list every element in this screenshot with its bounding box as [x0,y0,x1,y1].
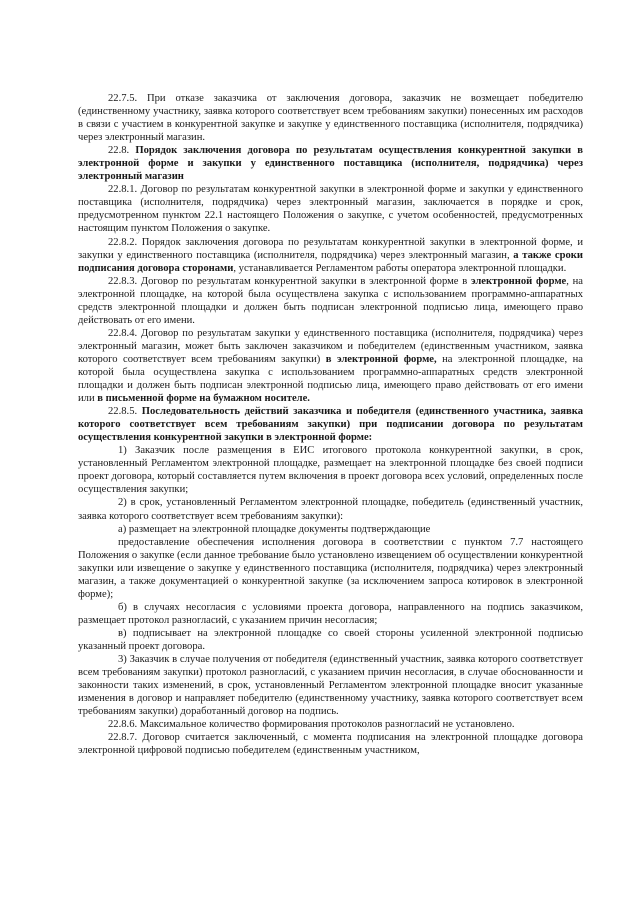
paragraph-22-8-2 [78,236,583,275]
paragraph-22-8-3 [78,275,583,327]
section-title: Порядок заключения договора по результатам осуществления конкурентной закупки в электронной форме и закупки у единственного поставщика (исполнителя, подрядчика) через электронный магазин [78,145,583,183]
text-segment: , устанавливается Регламентом работы оператора электронной площадки. [233,262,567,274]
list-item-2a [78,523,583,536]
text-segment: б) в случаях несогласия с условиями проекта договора, направленного на подпись заказчиком, размещает протокол разногласий, с указанием причин несогласия; [78,601,583,626]
text-segment: 22.8.7. Договор считается заключенный, с момента подписания на электронной площадке договора электронной цифровой подписью победителем (единственным участником, [78,732,583,757]
paragraph-22-8-5 [78,405,583,444]
paragraph-22-8-4 [78,327,583,405]
text-segment: 1) Заказчик после размещения в ЕИС итогового протокола конкурентной закупки, в срок, установленный Регламентом электронной площадке, размещает на электронной площадке без своей подписи проект договора, который составляется путем включения в проект договора всех условий, определенных после осуществления закупки; [78,445,583,496]
paragraph-22-8-1 [78,183,583,235]
text-segment: 22.8.3. Договор по результатам конкурентной закупки в электронной форме в [108,275,471,287]
list-item-1 [78,444,583,496]
list-item-2v [78,627,583,653]
paragraph-22-7-5 [78,92,583,144]
text-segment: 22.8.5. [108,406,142,418]
paragraph-22-8-7 [78,731,583,757]
bold-segment: в письменной форме на бумажном носителе. [97,393,310,405]
list-item-2 [78,496,583,522]
text-segment: 22.8.2. Порядок заключения договора по результатам конкурентной закупки в электронной форме, и закупки у единственного поставщика (исполнителя, подрядчика) через электронный магазин, [78,236,583,261]
text-segment: , на электронной площадке, на которой была осуществлена закупка с использованием программно-аппаратных средств электронной площадки и должен быть подписан электронной подписью лица, имеющего право действовать от его имени. [78,275,583,326]
list-item-3 [78,653,583,718]
text-segment: предоставление обеспечения исполнения договора в соответствии с пунктом 7.7 настоящего Положения о закупке (если данное требование было установлено извещением об осуществлении конкурентной закупки или извещение о закупке у единственного поставщика (исполнителя, подрядчика) через электронный магазин, а также документацией о конкурентной закупке (за исключением запроса котировок в электронной форме); [78,536,583,600]
text-segment: 22.8.4. Договор по результатам закупки у единственного поставщика (исполнителя, подрядчика) через электронный магазин, может быть заключен заказчиком и победителем (единственным участником, заявка которого соответствует всем требованиям закупки) [78,327,583,365]
bold-segment: в электронной форме, [325,353,437,365]
text-segment: а) размещает на электронной площадке документы подтверждающие [118,523,431,535]
bold-segment: Последовательность действий заказчика и победителя (единственного участника, заявка которого соответствует всем требованиям закупки) при подписании договора по результатам осуществления конкурентной закупки в электронной форме: [78,406,583,444]
paragraph-22-8-6 [78,718,583,731]
bold-segment: электронной форме [470,275,567,287]
list-item-2a-continuation [78,536,583,601]
text-segment: на электронной площадке, на которой была осуществлена закупка с использованием программно-аппаратных средств электронной площадки и должен быть подписан электронной подписью лица, имеющего право действовать от его имени или [78,353,583,405]
section-number: 22.8. [108,145,136,157]
text-segment: 22.8.6. Максимальное количество формирования протоколов разногласий не установлено. [108,719,515,731]
bold-segment: а также сроки подписания договора сторонами [78,249,584,274]
text-segment: в) подписывает на электронной площадке со своей стороны усиленной электронной подписью указанный проект договора. [78,627,583,652]
section-heading-22-8 [78,144,583,183]
document-page [78,92,583,757]
list-item-2b [78,601,583,627]
text-segment: 22.7.5. При отказе заказчика от заключения договора, заказчик не возмещает победителю (единственному участнику, заявка которого соответствует всем требованиям закупки) понесенных им расходов в связи с участием в конкурентной закупке и закупке у единственного поставщика (исполнителя, подрядчика) через электронный магазин. [78,93,583,144]
text-segment: 22.8.1. Договор по результатам конкурентной закупки в электронной форме и закупки у единственного поставщика (исполнителя, подрядчика) через электронный магазин, заключается в порядке и срок, предусмотренном пунктом 22.1 настоящего Положения о закупке, с учетом особенностей, предусмотренных настоящим пунктом Положения о закупке. [78,184,583,235]
text-segment: 2) в срок, установленный Регламентом электронной площадке, победитель (единственный участник, заявка которого соответствует всем требованиям закупки): [78,497,583,522]
text-segment: 3) Заказчик в случае получения от победителя (единственный участник, заявка которого соответствует всем требованиям закупки) протокол разногласий, с указанием причин несогласия, в случае обоснованности и законности таких изменений, в срок, установленный Регламентом электронной площадке вносит указанные изменения в договор и направляет победителю (единственному участнику, заявка которого соответствует всем требованиям закупки) доработанный договор на подпись. [78,654,583,718]
